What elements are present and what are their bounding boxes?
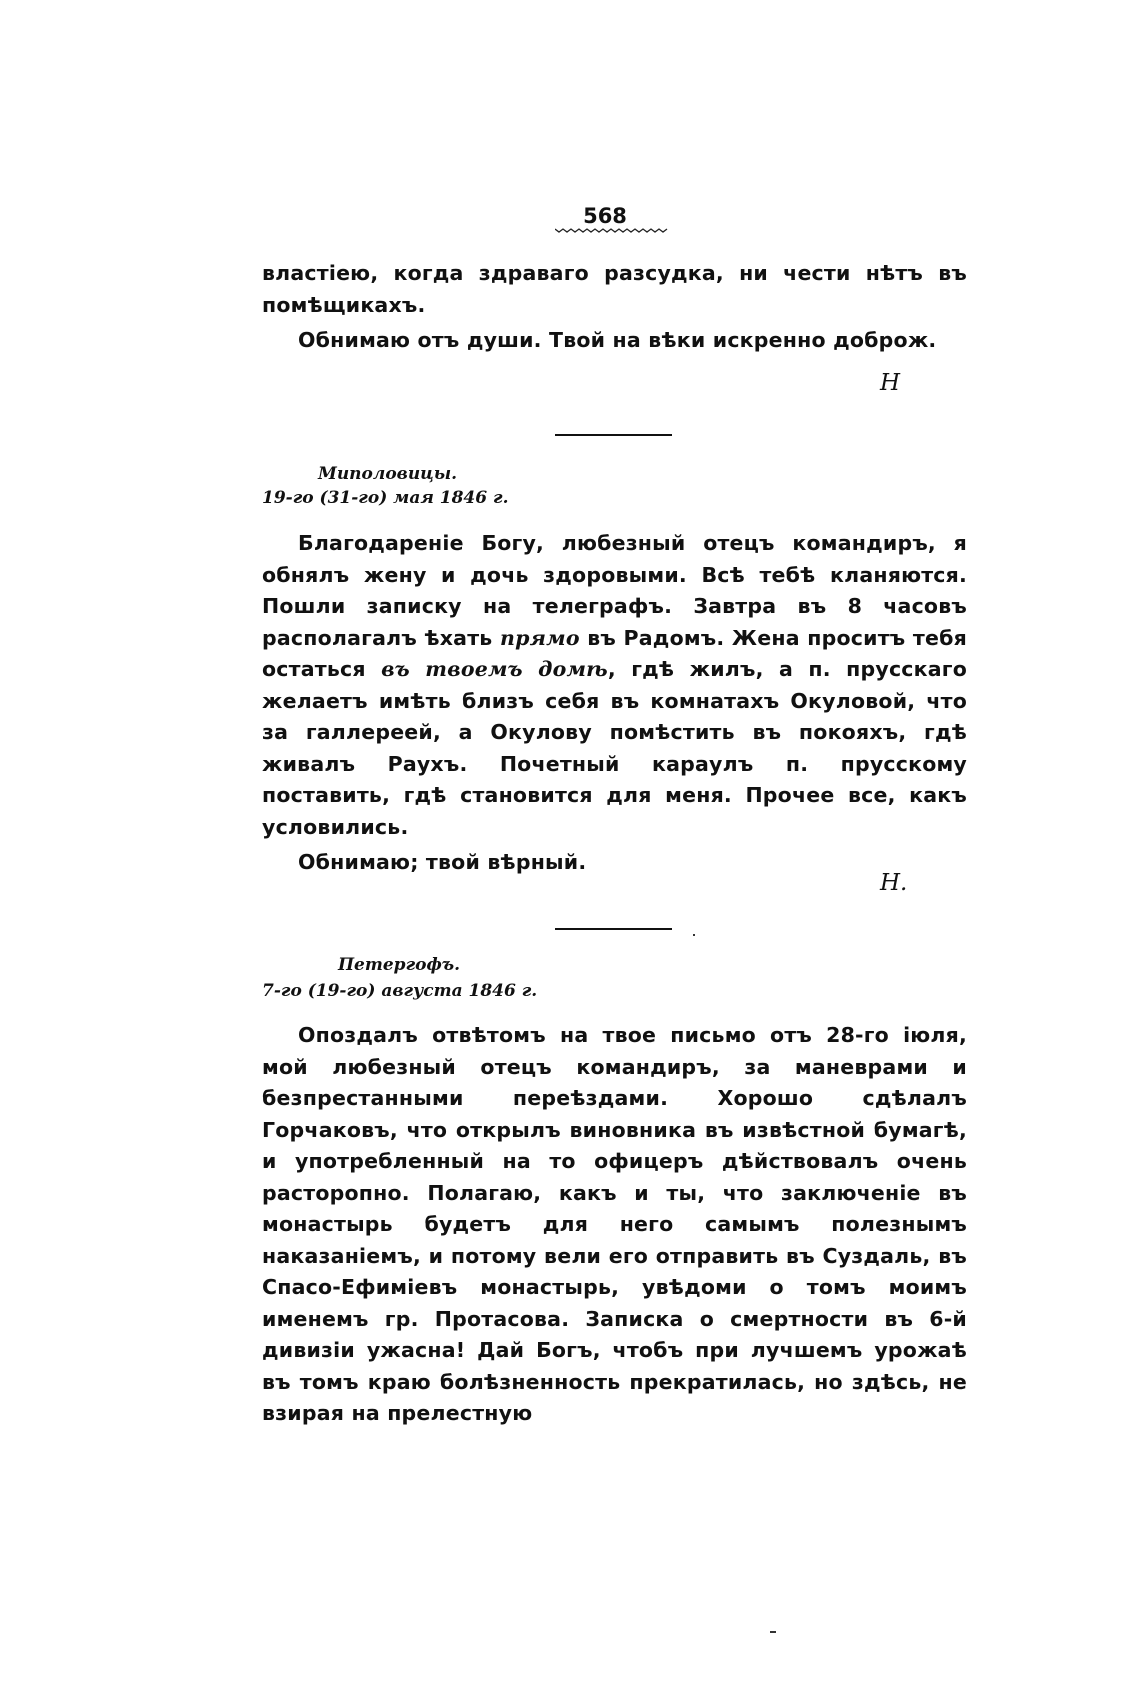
letter-2-date: 19-го (31-го) мая 1846 г. bbox=[262, 488, 509, 508]
page-number-ornament bbox=[555, 226, 670, 234]
paper-speck bbox=[693, 934, 695, 936]
letter-1-paragraph-1: властіею, когда здраваго разсудка, ни чести нѣтъ въ помѣщикахъ. bbox=[262, 261, 967, 317]
letter-1-paragraph-2: Обнимаю отъ души. Твой на вѣки искренно доброж. bbox=[298, 328, 937, 352]
letter-2-signature: Н. bbox=[880, 870, 908, 896]
letter-2-paragraph-2: Обнимаю; твой вѣрный. bbox=[298, 850, 587, 874]
letter-2-emphasis-directly: прямо bbox=[499, 625, 580, 650]
letter-2-text-e: , гдѣ жилъ, а п. прусскаго желаетъ имѣть близъ себя въ комнатахъ Окуловой, что за галлереей, а Окулову помѣстить въ покояхъ, гдѣ живалъ Раухъ. Почетный караулъ п. прусскому поставить, гдѣ становится для меня. Прочее все, какъ условились. bbox=[262, 657, 967, 839]
letter-3-paragraph-1: Опоздалъ отвѣтомъ на твое письмо отъ 28-го іюля, мой любезный отецъ командиръ, за маневрами и безпрестанными переѣздами. Хорошо сдѣлалъ Горчаковъ, что открылъ виновника въ извѣстной бумагѣ, и употребленный на то офицеръ дѣйствовалъ очень расторопно. Полагаю, какъ и ты, что заключеніе въ монастырь будетъ для него самымъ полезнымъ наказаніемъ, и потому вели его отправить въ Суздаль, въ Спасо-Ефиміевъ монастырь, увѣдоми о томъ моимъ именемъ гр. Протасова. Записка о смертности въ 6-й дивизіи ужасна! Дай Богъ, чтобъ при лучшемъ урожаѣ въ томъ краю болѣзненность прекратилась, но здѣсь, не взирая на прелестную bbox=[262, 1023, 967, 1425]
paper-speck-bottom bbox=[770, 1631, 776, 1633]
letter-1-signature: Н bbox=[880, 370, 901, 396]
letter-2-text-a: Благодареніе Богу, любезный отецъ командиръ, я обнялъ жену и дочь здоровыми. Всѣ тебѣ кланяются. Пошли записку на телеграфъ. Завтра въ 8 часовъ располагалъ ѣхать bbox=[262, 531, 967, 650]
letter-3-place: Петергофъ. bbox=[338, 955, 461, 975]
letter-1-body bbox=[262, 258, 967, 357]
separator-rule-2 bbox=[555, 928, 672, 930]
letter-2-emphasis-house: въ твоемъ домѣ bbox=[381, 657, 608, 681]
letter-2-body bbox=[262, 528, 967, 879]
letter-2-paragraph-1 bbox=[262, 528, 967, 843]
page-number: 568 bbox=[583, 204, 627, 228]
letter-2-place: Миполовицы. bbox=[318, 464, 458, 484]
letter-3-date: 7-го (19-го) августа 1846 г. bbox=[262, 981, 538, 1001]
separator-rule-1 bbox=[555, 434, 672, 436]
letter-2-text-c: въ Радомъ. Жена проситъ тебя остаться bbox=[262, 625, 967, 681]
letter-3-body bbox=[262, 1020, 967, 1430]
